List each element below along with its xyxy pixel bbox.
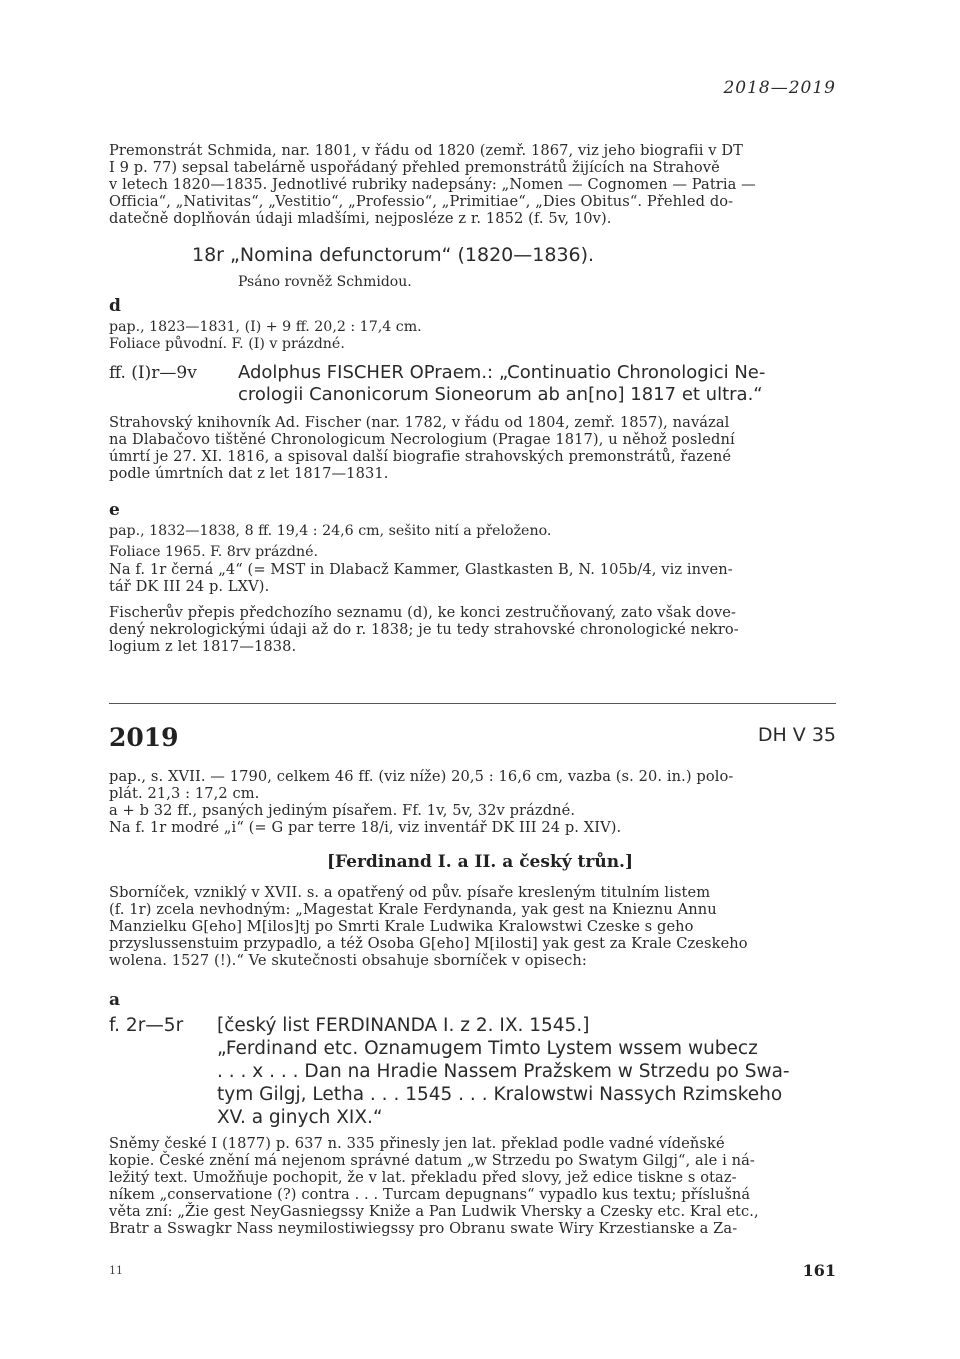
part-e-letter: e <box>109 500 120 520</box>
shelf-signature: DH V 35 <box>757 724 836 746</box>
text-line: (f. 1r) zcela nevhodným: „Magestat Krale Ferdynanda, yak gest na Knieznu Annu <box>109 901 717 918</box>
folio-line: „Ferdinand etc. Oznamugem Timto Lystem wssem wubecz <box>217 1038 758 1059</box>
text-line: Fischerův přepis předchozího seznamu (d), ke konci zestručňovaný, zato však dove- <box>109 604 737 621</box>
text-line: Sborníček, vzniklý v XVII. s. a opatřený od pův. písaře kresleným titulním listem <box>109 884 711 901</box>
section-title: [Ferdinand I. a II. a český trůn.] <box>326 852 634 872</box>
meta-line: plát. 21,3 : 17,2 cm. <box>109 785 260 802</box>
text-line: przyslussenstuim przypadlo, a též Osoba G[eho] M[ilosti] yak gest za Krale Czeskeho <box>109 935 748 952</box>
signature-mark: 11 <box>109 1264 123 1277</box>
text-line: kopie. České znění má nejenom správné datum „w Strzedu po Swatym Gilgj“, ale i ná- <box>109 1152 755 1169</box>
running-header: 2018—2019 <box>723 78 836 98</box>
part-d-letter: d <box>109 296 121 316</box>
entry-ff <box>109 362 836 406</box>
meta-line: Na f. 1r modré „i“ (= G par terre 18/i, viz inventář DK III 24 p. XIV). <box>109 819 622 836</box>
text-line: věta zní: „Žie gest NeyGasniegssy Kniže a Pan Ludwik Vhersky a Czesky etc. Kral etc., <box>109 1203 759 1220</box>
part-a-letter: a <box>109 990 121 1010</box>
meta-line: pap., 1823—1831, (I) + 9 ff. 20,2 : 17,4 cm. <box>109 319 422 335</box>
text-line: datečně doplňován údaji mladšími, nejposléze z r. 1852 (f. 5v, 10v). <box>109 210 612 227</box>
folio-label: ff. (I)r—9v <box>109 363 197 383</box>
text-line: I 9 p. 77) sepsal tabelárně uspořádaný přehled premonstrátů žijících na Strahově <box>109 159 720 176</box>
text-line: Strahovský knihovník Ad. Fischer (nar. 1782, v řádu od 1804, zemř. 1857), navázal <box>109 414 730 431</box>
folio-entry <box>109 1014 836 1129</box>
entry-18r-title: 18r „Nomina defunctorum“ (1820—1836). <box>192 244 595 266</box>
folio-line: . . . x . . . Dan na Hradie Nassem Pražskem w Strzedu po Swa- <box>217 1061 790 1082</box>
text-line: Officia“, „Nativitas“, „Vestitio“, „Professio“, „Primitiae“, „Dies Obitus“. Přehled do- <box>109 193 734 210</box>
text-line: podle úmrtních dat z let 1817—1831. <box>109 465 389 482</box>
intro-paragraph <box>109 142 836 227</box>
folio-line: tym Gilgj, Letha . . . 1545 . . . Kralowstwi Nassych Rzimskeho <box>217 1084 783 1105</box>
text-line: wolena. 1527 (!).“ Ve skutečnosti obsahuje sborníček v opisech: <box>109 952 587 969</box>
title-line: crologii Canonicorum Sioneorum ab an[no] 1817 et ultra.“ <box>238 384 763 405</box>
description-paragraph <box>109 884 836 969</box>
section-divider <box>109 703 836 704</box>
meta-line: Foliace původní. F. (I) v prázdné. <box>109 336 345 352</box>
entry-2019-meta <box>109 768 836 836</box>
meta-line: Na f. 1r černá „4“ (= MST in Dlabacž Kammer, Glastkasten B, N. 105b/4, viz inven- <box>109 561 733 578</box>
title-line: Adolphus FISCHER OPraem.: „Continuatio Chronologici Ne- <box>238 362 766 383</box>
text-line: v letech 1820—1835. Jednotlivé rubriky nadepsány: „Nomen — Cognomen — Patria — <box>109 176 756 193</box>
part-d-meta <box>109 319 836 353</box>
text-line: Sněmy české I (1877) p. 637 n. 335 přinesly jen lat. překlad podle vadné vídeňské <box>109 1135 725 1152</box>
text-line: dený nekrologickými údaji až do r. 1838; je tu tedy strahovské chronologické nekro- <box>109 621 739 638</box>
meta-line: Foliace 1965. F. 8rv prázdné. <box>109 544 319 560</box>
fischer-paragraph <box>109 414 836 482</box>
commentary-paragraph <box>109 1135 836 1237</box>
text-line: Bratr a Sswagkr Nass neymilostiwiegssy pro Obranu swate Wiry Krzestianske a Za- <box>109 1220 738 1237</box>
entry-number: 2019 <box>109 723 179 752</box>
entry-18r-note: Psáno rovněž Schmidou. <box>238 274 412 290</box>
text-line: ležitý text. Umožňuje pochopit, že v lat. překladu před slovy, jež edice tiskne s otaz- <box>109 1169 737 1186</box>
fischer-copy-paragraph <box>109 604 836 655</box>
entry-ff-text <box>238 362 836 406</box>
folio-line: [český list FERDINANDA I. z 2. IX. 1545.] <box>217 1015 590 1036</box>
part-e-meta <box>109 523 836 595</box>
text-line: níkem „conservatione (?) contra . . . Turcam depugnans“ vypadlo kus textu; příslušná <box>109 1186 751 1203</box>
folio-text <box>217 1014 836 1129</box>
folio-line: XV. a ginych XIX.“ <box>217 1107 383 1128</box>
text-line: Premonstrát Schmida, nar. 1801, v řádu od 1820 (zemř. 1867, viz jeho biografii v DT <box>109 142 743 159</box>
meta-line: pap., s. XVII. — 1790, celkem 46 ff. (viz níže) 20,5 : 16,6 cm, vazba (s. 20. in.) polo- <box>109 768 734 785</box>
text-line: úmrtí je 27. XI. 1816, a spisoval další biografie strahovských premonstrátů, řazené <box>109 448 732 465</box>
meta-line: a + b 32 ff., psaných jediným písařem. Ff. 1v, 5v, 32v prázdné. <box>109 802 576 819</box>
page-number: 161 <box>802 1261 836 1280</box>
text-line: logium z let 1817—1838. <box>109 638 297 655</box>
folio-label: f. 2r—5r <box>109 1015 184 1036</box>
text-line: na Dlabačovo tištěné Chronologicum Necrologium (Pragae 1817), u něhož poslední <box>109 431 735 448</box>
meta-line: tář DK III 24 p. LXV). <box>109 578 270 595</box>
text-line: Manzielku G[eho] M[ilos]tj po Smrti Krale Ludwika Kralowstwi Czeske s geho <box>109 918 694 935</box>
meta-line: pap., 1832—1838, 8 ff. 19,4 : 24,6 cm, sešito nití a přeloženo. <box>109 523 552 539</box>
